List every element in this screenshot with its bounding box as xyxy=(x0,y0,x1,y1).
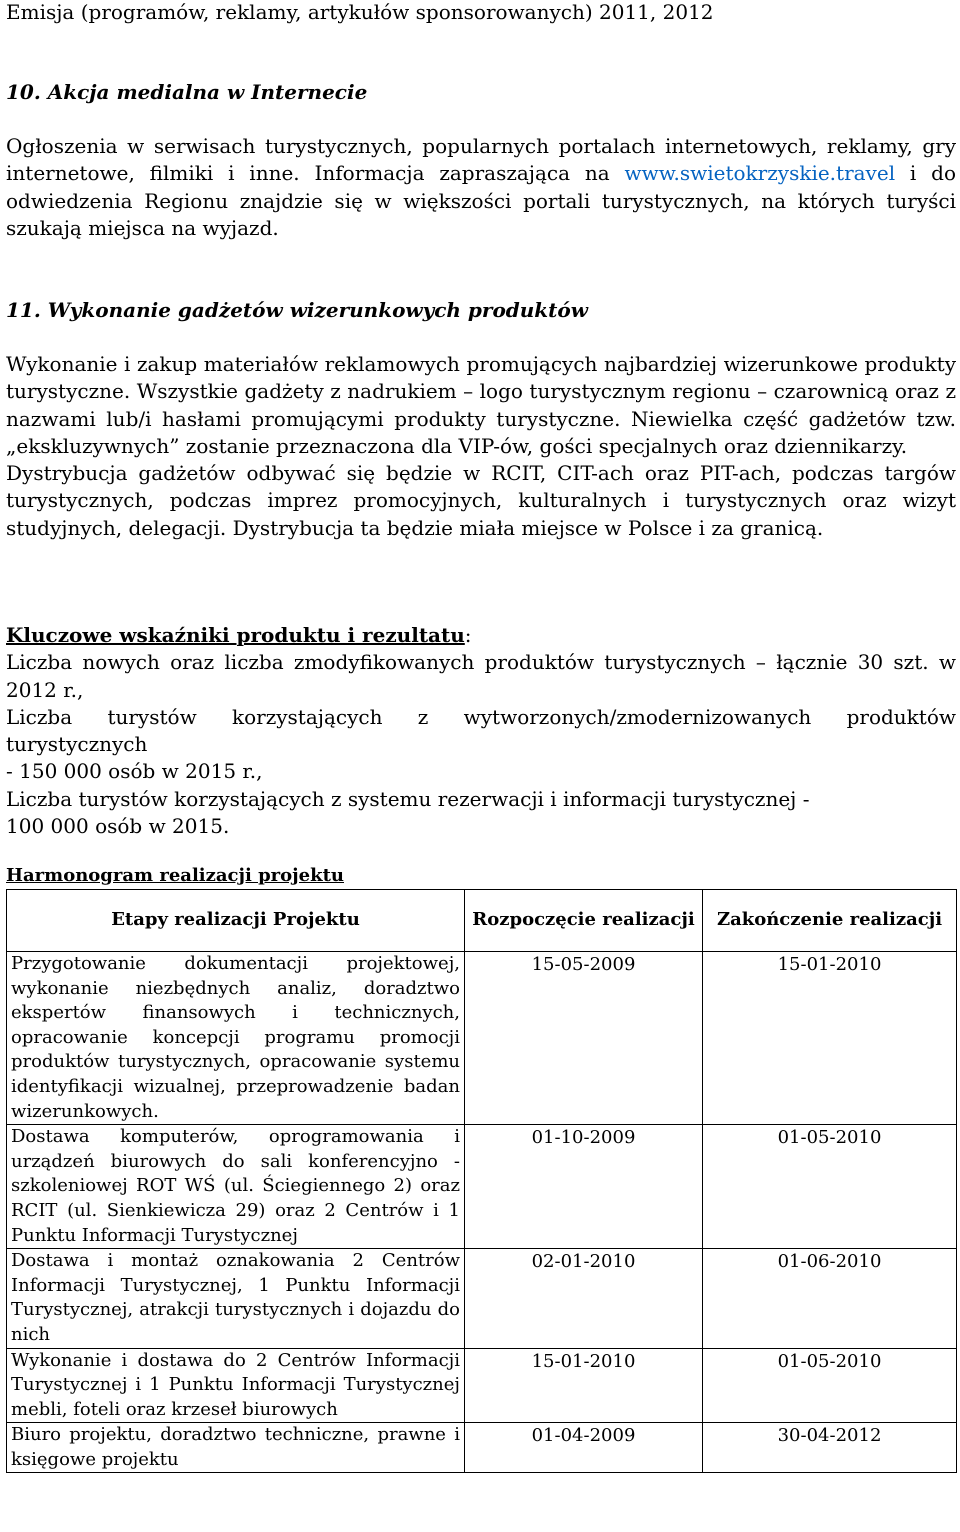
indicator-line-4: Liczba turystów korzystających z systemu rezerwacji i informacji turystycznej - xyxy=(6,786,810,811)
indicator-line-5: 100 000 osób w 2015. xyxy=(6,814,230,839)
section-11-paragraph-1: Wykonanie i zakup materiałów reklamowych promujących najbardziej wizerunkowe produkty turystyczne. Wszystkie gadżety z nadrukiem – logo turystycznym regionu – czarownicą oraz z nazwami lub/i hasłami promującymi produkty turystyczne. Niewielka część gadżetów tzw. „ekskluzywnych” zostanie przeznaczona dla VIP-ów, gości specjalnych oraz dziennikarzy. xyxy=(6,352,956,458)
table-row xyxy=(7,1249,957,1348)
start-date-cell: 15-01-2010 xyxy=(465,1348,703,1423)
stage-cell: Przygotowanie dokumentacji projektowej, wykonanie niezbędnych analiz, doradztwo ekspertów finansowych i technicznych, opracowanie koncepcji programu promocji produktów turystycznych, opracowanie systemu identyfikacji wizualnej, przeprowadzenie badan wizerunkowych. xyxy=(7,952,465,1125)
section-10-body xyxy=(6,133,956,242)
indicator-line-2: Liczba turystów korzystających z wytworzonych/zmodernizowanych produktów turystycznych xyxy=(6,704,956,757)
stage-cell: Wykonanie i dostawa do 2 Centrów Informacji Turystycznej i 1 Punktu Informacji Turystycznej mebli, foteli oraz krzeseł biurowych xyxy=(7,1348,465,1423)
start-date-cell: 15-05-2009 xyxy=(465,952,703,1125)
end-date-cell: 01-05-2010 xyxy=(703,1348,957,1423)
indicators-block xyxy=(6,622,956,840)
table-row xyxy=(7,1125,957,1249)
table-header-row xyxy=(7,890,957,952)
section-10-heading: 10. Akcja medialna w Internecie xyxy=(6,80,368,104)
schedule-heading: Harmonogram realizacji projektu xyxy=(6,865,344,886)
end-date-cell: 01-06-2010 xyxy=(703,1249,957,1348)
table-row xyxy=(7,952,957,1125)
header-line: Emisja (programów, reklamy, artykułów sponsorowanych) 2011, 2012 xyxy=(6,0,714,24)
section-11-paragraph-2: Dystrybucja gadżetów odbywać się będzie w RCIT, CIT-ach oraz PIT-ach, podczas targów turystycznych, podczas imprez promocyjnych, kulturalnych i turystycznych oraz wizyt studyjnych, delegacji. Dystrybucja ta będzie miała miejsce w Polsce i za granicą. xyxy=(6,461,956,540)
website-link[interactable]: www.swietokrzyskie.travel xyxy=(624,161,896,186)
end-date-cell: 30-04-2012 xyxy=(703,1423,957,1473)
column-header-start: Rozpoczęcie realizacji xyxy=(465,890,703,952)
stage-cell: Dostawa i montaż oznakowania 2 Centrów Informacji Turystycznej, 1 Punktu Informacji Turystycznej, atrakcji turystycznych i dojazdu do nich xyxy=(7,1249,465,1348)
schedule-table xyxy=(6,889,957,1473)
section-10-text-after: i do odwiedzenia Regionu znajdzie się w większości portali turystycznych, na których turyści szukają miejsca na wyjazd. xyxy=(6,161,956,240)
indicators-heading: Kluczowe wskaźniki produktu i rezultatu xyxy=(6,623,465,647)
start-date-cell: 01-10-2009 xyxy=(465,1125,703,1249)
start-date-cell: 02-01-2010 xyxy=(465,1249,703,1348)
end-date-cell: 15-01-2010 xyxy=(703,952,957,1125)
column-header-end: Zakończenie realizacji xyxy=(703,890,957,952)
indicators-heading-line xyxy=(6,622,956,649)
indicators-colon: : xyxy=(464,623,472,647)
section-10-paragraph xyxy=(6,133,956,242)
table-row xyxy=(7,1348,957,1423)
section-11-body xyxy=(6,351,956,542)
stage-cell: Biuro projektu, doradztwo techniczne, prawne i księgowe projektu xyxy=(7,1423,465,1473)
section-10-text-before: Ogłoszenia w serwisach turystycznych, popularnych portalach internetowych, reklamy, gry internetowe, filmiki i inne. Informacja zapraszająca na xyxy=(6,134,956,186)
table-row xyxy=(7,1423,957,1473)
indicator-line-3: - 150 000 osób w 2015 r., xyxy=(6,759,263,784)
end-date-cell: 01-05-2010 xyxy=(703,1125,957,1249)
stage-cell: Dostawa komputerów, oprogramowania i urządzeń biurowych do sali konferencyjno - szkoleniowej ROT WŚ (ul. Ściegiennego 2) oraz RCIT (ul. Sienkiewicza 29) oraz 2 Centrów i 1 Punktu Informacji Turystycznej xyxy=(7,1125,465,1249)
column-header-stage: Etapy realizacji Projektu xyxy=(7,890,465,952)
indicator-line-1: Liczba nowych oraz liczba zmodyfikowanych produktów turystycznych – łącznie 30 szt. w 2012 r., xyxy=(6,650,956,702)
section-11-heading: 11. Wykonanie gadżetów wizerunkowych produktów xyxy=(6,298,588,322)
start-date-cell: 01-04-2009 xyxy=(465,1423,703,1473)
